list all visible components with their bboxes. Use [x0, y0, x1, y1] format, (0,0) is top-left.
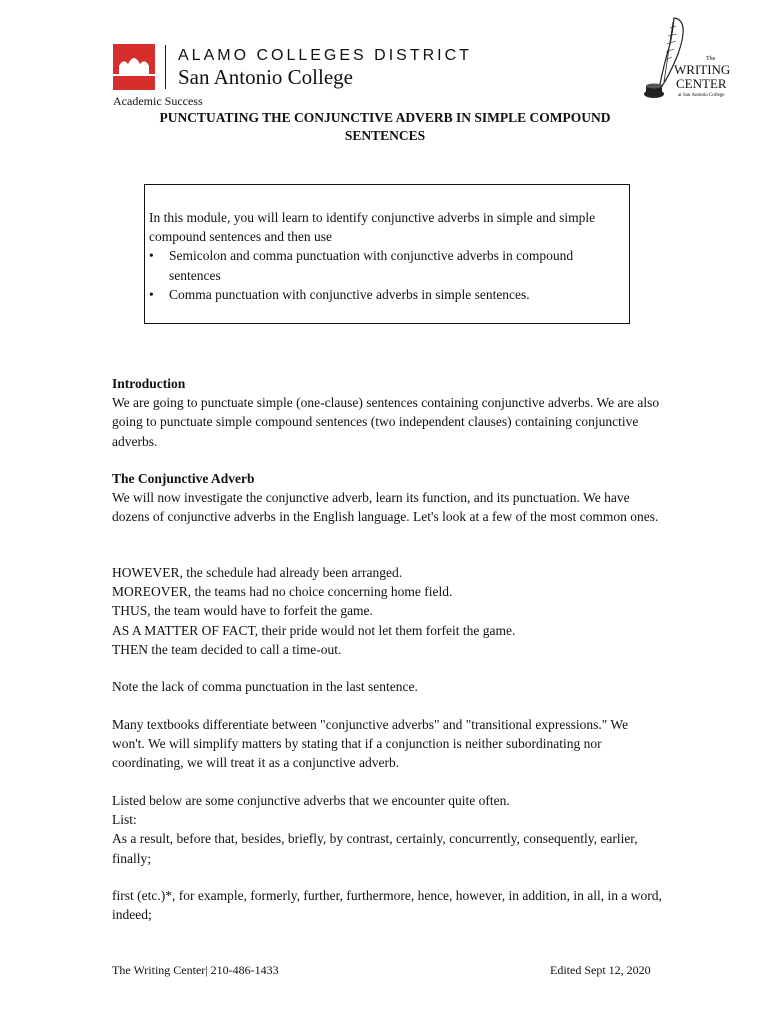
- objectives-intro: In this module, you will learn to identify conjunctive adverbs in simple and simple compound sentences and then use: [149, 210, 596, 245]
- list-label: List:: [112, 812, 137, 828]
- textbooks-paragraph: Many textbooks differentiate between "conjunctive adverbs" and "transitional expressions." We won't. We will simplify matters by stating that if a conjunction is neither subordinating nor coordinating, we will treat it as a conjunctive adverb.: [112, 717, 629, 771]
- alamo-colleges-logo: [113, 44, 155, 90]
- objective-item: • Semicolon and comma punctuation with conjunctive adverbs in compound sentences: [149, 246, 625, 284]
- example-sentence: THEN the team decided to call a time-out.: [112, 641, 342, 657]
- college-name: San Antonio College: [178, 65, 353, 89]
- list-intro: Listed below are some conjunctive adverbs that we encounter quite often.: [112, 793, 510, 808]
- introduction-heading: Introduction: [112, 376, 186, 391]
- footer-edited-date: Edited Sept 12, 2020: [550, 963, 651, 977]
- objective-item: • Comma punctuation with conjunctive adverbs in simple sentences.: [149, 285, 625, 304]
- document-title: [110, 109, 660, 145]
- writing-center-logo: [640, 14, 740, 106]
- wc-writing: WRITING: [674, 62, 731, 77]
- examples-list: [112, 563, 662, 659]
- conjunctive-adverb-section: [112, 469, 662, 527]
- wc-the: The: [706, 56, 716, 62]
- conjunctive-adverb-heading: The Conjunctive Adverb: [112, 471, 255, 486]
- footer-contact: The Writing Center| 210-486-1433: [112, 963, 279, 977]
- example-sentence: AS A MATTER OF FACT, their pride would not let them forfeit the game.: [112, 622, 516, 638]
- example-sentence: HOWEVER, the schedule had already been arranged.: [112, 565, 403, 580]
- wc-subtitle: at San Antonio College: [678, 93, 725, 98]
- list-group-2: first (etc.)*, for example, formerly, further, furthermore, hence, however, in addition, in all, in a word, indeed;: [112, 888, 662, 923]
- list-group-1: As a result, before that, besides, briefly, by contrast, certainly, concurrently, consequently, earlier, finally;: [112, 831, 638, 866]
- department-name: Academic Success: [113, 94, 203, 108]
- example-sentence: THUS, the team would have to forfeit the game.: [112, 603, 373, 619]
- objectives-box: [144, 184, 630, 324]
- introduction-section: [112, 374, 662, 451]
- title-line-1: PUNCTUATING THE CONJUNCTIVE ADVERB IN SIMPLE COMPOUND: [159, 110, 611, 125]
- list-section: [112, 791, 662, 868]
- title-line-2: SENTENCES: [344, 128, 426, 143]
- note-text: Note the lack of comma punctuation in the last sentence.: [112, 679, 418, 694]
- district-name: ALAMO COLLEGES DISTRICT: [178, 47, 472, 64]
- conjunctive-adverb-text: We will now investigate the conjunctive adverb, learn its function, and its punctuation. We have dozens of conjunctive adverbs in the English language. Let's look at a few of the most common ones.: [112, 490, 659, 525]
- wc-center: CENTER: [676, 76, 727, 91]
- objectives-list: [149, 246, 625, 304]
- introduction-text: We are going to punctuate simple (one-clause) sentences containing conjunctive adverbs. We are also going to punctuate simple compound sentences (two independent clauses) containing conjunctive adverbs.: [112, 395, 660, 449]
- header-divider: [165, 45, 166, 89]
- example-sentence: MOREOVER, the teams had no choice concerning home field.: [112, 584, 453, 600]
